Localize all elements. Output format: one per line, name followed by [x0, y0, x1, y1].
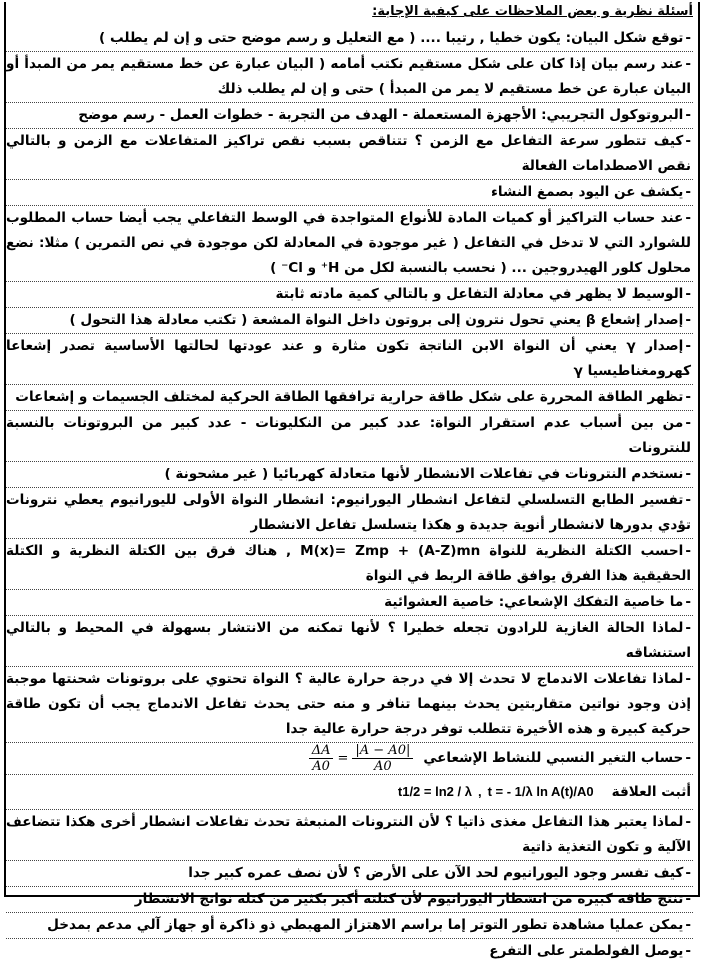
relative-change-formula: $\frac{\Delta A}{A0}$ = $\frac{|A - A0|}{A0}$ — [309, 743, 414, 774]
list-item: -لماذا الحالة الغازية للرادون تجعله خطيرا ؟ لأنها تمكنه من الانتشار بسهولة في المحيط و بالتالي استنشاقه — [6, 615, 693, 666]
list-item: -توقع شكل البيان: يكون خطيا , رتيبا .... ( مع التعليل و رسم موضح حتى و إن لم يطلب ) — [99, 30, 691, 46]
list-item: -احسب الكتلة النظرية للنواة M(x)= Zmp + (A-Z)mn , هناك فرق بين الكتلة النظرية و الكتلة الحقيقية هذا الفرق يوافق طاقة الربط في النواة — [6, 538, 693, 589]
list-item: -لماذا يعتبر هذا التفاعل مغذى ذاتيا ؟ لأن النترونات المنبعثة تحدث تفاعلات انشطار أخرى هكذا تتضاعف الآلية و تكون التغذية ذاتية — [6, 809, 693, 860]
list-item: -الوسيط لا يظهر في معادلة التفاعل و بالتالي كمية مادته ثابتة — [6, 281, 693, 307]
list-item: -يمكن عمليا مشاهدة تطور التوتر إما براسم الاهتزاز المهبطي ذو ذاكرة أو جهاز آلي مدعم بمدخل — [6, 912, 693, 938]
list-item: -البروتوكول التجريبي: الأجهزة المستعملة - الهدف من التجربة - خطوات العمل - رسم موضح — [6, 102, 693, 128]
list-item: -عند رسم بيان إذا كان على شكل مستقيم نكتب أمامه ( البيان عبارة عن خط مستقيم يمر من المبدأ أو البيان عبارة عن خط مستقيم لا يمر من المبدأ ) حتى و إن لم يطلب ذلك — [6, 51, 693, 102]
list-item: -تظهر الطاقة المحررة على شكل طاقة حرارية ترافقها الطاقة الحركية لمختلف الجسيمات و إشعاعات — [6, 384, 693, 410]
list-item: -نستخدم النترونات في تفاعلات الانشطار لأنها متعادلة كهربائيا ( غير مشحونة ) — [6, 461, 693, 487]
list-item: -يوصل الفولطمتر على التفرع — [6, 938, 693, 964]
list-item: -عند حساب التراكيز أو كميات المادة للأنواع المتواجدة في الوسط التفاعلي يجب أيضا حساب المطلوب للشوارد التي لا تدخل في التفاعل ( غير موجودة في المعادلة لكن موجودة في نص التمرين ) مثلا: نضع محلول كلور الهيدروجين ... ( نحسب بالنسبة لكل من H⁺ و Cl⁻ ) — [6, 205, 693, 281]
list-item: -من بين أسباب عدم استقرار النواة: عدد كبير من النكليونات - عدد كبير من البروتونات بالنسبة للنترونات — [6, 410, 693, 461]
relative-change-item: - حساب التغير النسبي للنشاط الإشعاعي $\frac{\Delta A}{A0}$ = $\frac{|A - A0|}{A0}$ — [6, 742, 693, 774]
law-formulas: t1/2 = ln2 / λ , t = - 1/λ ln A(t)/A0 — [398, 775, 594, 809]
law-label: أثبت العلاقة — [611, 784, 691, 800]
page-title: أسئلة نظرية و بعض الملاحظات على كيفية الإجابة: — [372, 4, 693, 19]
list-item: -إصدار إشعاع β يعني تحول نترون إلى بروتون داخل النواة المشعة ( تكتب معادلة هذا التحول ) — [6, 307, 693, 333]
fraction-delta: $\frac{\Delta A}{A0}$ — [309, 743, 334, 774]
time-formula: t = - 1/λ ln A(t)/A0 — [487, 784, 594, 799]
list-item: -لماذا تفاعلات الاندماج لا تحدث إلا في درجة حرارة عالية ؟ النواة تحتوي على بروتونات شحنتها موجبة إذن وجود نواتين متقاربتين يحدث بينهما تنافر و منه حتى يحدث تفاعل الاندماج يجب أن تكون طاقة حركية كبيرة و هذه الأخيرة تتطلب توفر درجة حرارة عالية جدا — [6, 666, 693, 742]
list-item: -تنتج طاقة كبيرة من انشطار اليورانيوم لأن كتلته أكبر بكثير من كتلة نواتج الانشطار — [6, 886, 693, 912]
law-item — [6, 774, 693, 809]
list-item: -كيف تتطور سرعة التفاعل مع الزمن ؟ تتناقص بسبب نقص تراكيز المتفاعلات مع الزمن و بالتالي نقص الاصطدامات الفعالة — [6, 128, 693, 179]
list-item: -إصدار γ يعني أن النواة الابن الناتجة تكون مثارة و عند عودتها لحالتها الأساسية تصدر إشعاعا كهرومغناطيسيا γ — [6, 333, 693, 384]
list-item: -يكشف عن اليود بصمغ النشاء — [6, 179, 693, 205]
relative-change-label: حساب التغير النسبي للنشاط الإشعاعي — [423, 750, 684, 766]
list-item: -كيف تفسر وجود اليورانيوم لحد الآن على الأرض ؟ لأن نصف عمره كبير جدا — [6, 860, 693, 886]
fraction-abs: $\frac{|A - A0|}{A0}$ — [352, 743, 413, 774]
list-item: -ما خاصية التفكك الإشعاعي: خاصية العشوائية — [6, 589, 693, 615]
list-item: -تفسير الطابع التسلسلي لتفاعل انشطار اليورانيوم: انشطار النواة الأولى لليورانيوم يعطي نترونات تؤدي بدورها لانشطار أنوية جديدة و هكذا يتسلسل تفاعل الانشطار — [6, 487, 693, 538]
half-life-formula: t1/2 = ln2 / λ — [397, 784, 472, 799]
notes-list — [6, 26, 693, 964]
